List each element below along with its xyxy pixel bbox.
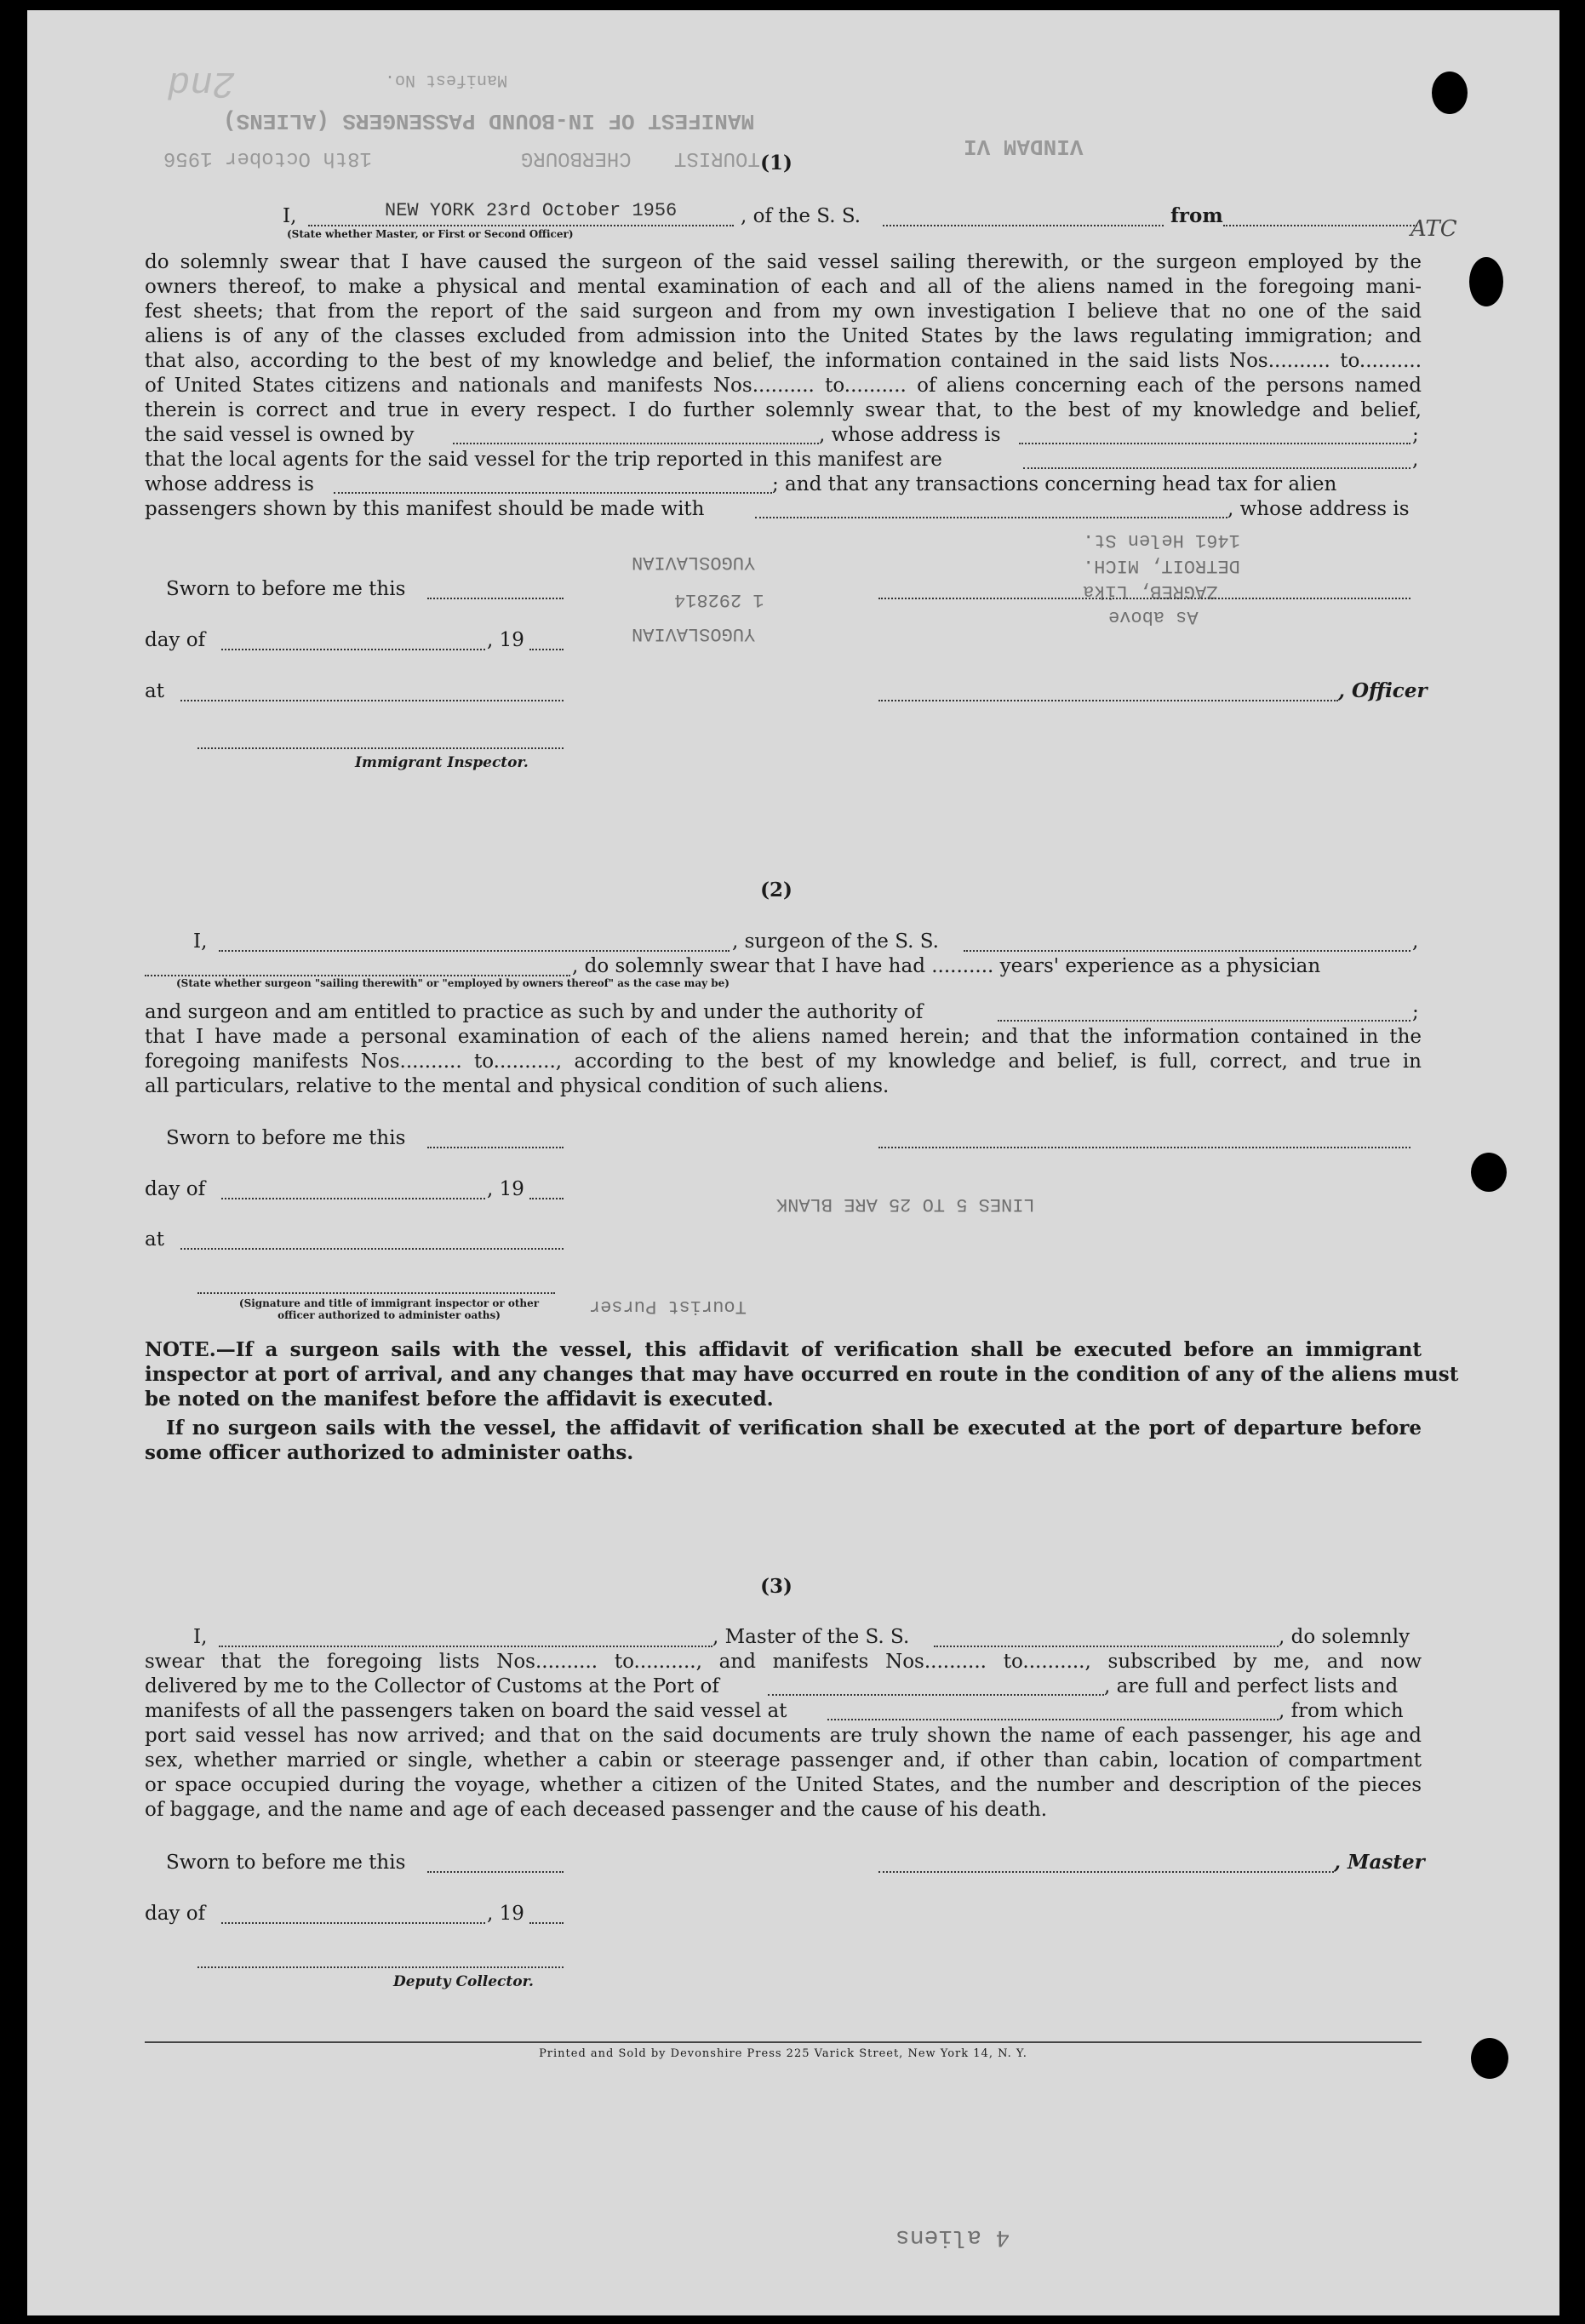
s3-from-which-label: , from which <box>1279 1700 1404 1722</box>
s3-master-label: , Master <box>1334 1851 1425 1874</box>
note-line-5: some officer authorized to administer oaths. <box>145 1441 634 1464</box>
s1-inspector-caption: Immigrant Inspector. <box>355 754 529 771</box>
ghost-address-1: 1461 Helen St. <box>1083 529 1240 551</box>
s1-head-tax-label: ; and that any transactions concerning head tax for alien <box>772 473 1337 495</box>
s1-sworn-blank <box>427 598 564 599</box>
ghost-address-3: ZAGREB, Lika <box>1083 581 1218 602</box>
s2-at-label: at <box>145 1228 164 1251</box>
ghost-port: CHERBOURG <box>521 146 632 169</box>
s3-deputy-caption: Deputy Collector. <box>393 1973 534 1990</box>
s1-comma-1: , <box>1412 449 1419 471</box>
s2-para-line-6: all particulars, relative to the mental and physical condition of such aliens. <box>145 1075 890 1097</box>
s2-semicolon: ; <box>1412 1001 1419 1023</box>
s2-day-of-label: day of <box>145 1178 206 1200</box>
s1-passengers-label: passengers shown by this manifest should be made with <box>145 498 705 520</box>
s1-i-label: I, <box>283 205 297 227</box>
s2-surgeon-sig-blank <box>878 1147 1410 1148</box>
section-3-number: (3) <box>760 1575 792 1598</box>
s1-from-blank <box>1223 225 1417 226</box>
s2-para-line-4: that I have made a personal examination of each of the aliens named herein; and that the information contained in the <box>145 1026 1422 1048</box>
s2-capacity-blank <box>145 975 570 976</box>
ghost-manifest-no: Manifest No. <box>385 70 508 89</box>
ghost-aliens-count: 4 aliens <box>895 2224 1010 2250</box>
s2-surgeon-name-blank <box>219 950 730 952</box>
s1-para-line-5: that also, according to the best of my knowledge and belief, the information contained in the said lists Nos.......... to.......... <box>145 350 1422 372</box>
s3-taken-on-board-label: manifests of all the passengers taken on board the said vessel at <box>145 1700 787 1722</box>
s3-para-line-7: or space occupied during the voyage, whether a citizen of the United States, and the number and description of the pieces <box>145 1774 1422 1796</box>
s3-i-label: I, <box>193 1626 208 1648</box>
document-page <box>27 10 1559 2315</box>
s1-from-label: from <box>1170 204 1223 227</box>
punch-hole-middle <box>1471 1153 1507 1192</box>
s2-ship-blank <box>964 950 1410 952</box>
s1-para-line-4: aliens is of any of the classes excluded from admission into the United States by the laws regulating immigration; and <box>145 325 1422 347</box>
ghost-nationality-1: YUGOSLAVIAN <box>632 552 756 573</box>
ghost-nationality-2: YUGOSLAVIAN <box>632 623 756 644</box>
s3-day-of-label: day of <box>145 1903 206 1925</box>
s1-stamp-newyork: NEW YORK 23rd October 1956 <box>385 200 678 221</box>
s3-para-line-6: sex, whether married or single, whether a cabin or steerage passenger and, if other than cabin, location of compartment <box>145 1749 1422 1772</box>
s1-officer-label: , Officer <box>1338 679 1428 702</box>
s1-agent-address-blank <box>334 492 772 494</box>
s1-at-label: at <box>145 680 164 702</box>
s3-para-line-2: swear that the foregoing lists Nos.......... to.........., and manifests Nos.......... to.........., subscribed by me, and now <box>145 1651 1422 1673</box>
s3-day-blank <box>221 1922 485 1924</box>
s3-para-line-5: port said vessel has now arrived; and that on the said documents are truly shown the name of each passenger, his age and <box>145 1725 1422 1747</box>
printer-credit: Printed and Sold by Devonshire Press 225 Varick Street, New York 14, N. Y. <box>539 2047 1027 2060</box>
s1-year-blank <box>529 649 564 650</box>
footer-rule <box>145 2041 1422 2043</box>
s1-agents-blank <box>1023 467 1410 469</box>
s3-deputy-sig-blank <box>197 1966 564 1968</box>
s2-authority-label: and surgeon and am entitled to practice as such by and under the authority of <box>145 1001 924 1023</box>
s2-swear-label: , do solemnly swear that I have had .......... years' experience as a physician <box>572 955 1321 977</box>
s2-sig-caption: (Signature and title of immigrant inspector or other officer authorized to administer oaths) <box>238 1297 540 1321</box>
s3-year-blank <box>529 1922 564 1924</box>
ghost-address-2: DETROIT, MICH. <box>1083 555 1240 576</box>
s1-para-line-3: fest sheets; that from the report of the said surgeon and from my own investigation I believe that no one of the said <box>145 301 1422 323</box>
ghost-address-4: As above <box>1108 606 1199 627</box>
s1-agent-address-label: whose address is <box>145 473 314 495</box>
ghost-class: TOURIST <box>674 146 760 169</box>
s1-officer-caption: (State whether Master, or First or Second Officer) <box>287 228 574 240</box>
s1-at-blank <box>180 700 564 701</box>
note-line-2: inspector at port of arrival, and any changes that may have occurred en route in the condition of any of the aliens must <box>145 1363 1459 1386</box>
s1-whose-address-label: , whose address is <box>819 424 1001 446</box>
s1-officer-rank-blank <box>308 225 734 226</box>
s1-para-line-6: of United States citizens and nationals and manifests Nos.......... to.......... of aliens concerning each of the persons named <box>145 375 1422 397</box>
s3-para-line-8: of baggage, and the name and age of each deceased passenger and the cause of his death. <box>145 1799 1048 1821</box>
note-line-3: be noted on the manifest before the affidavit is executed. <box>145 1388 774 1411</box>
s1-year-label: , 19 <box>487 629 524 651</box>
note-line-4: If no surgeon sails with the vessel, the affidavit of verification shall be executed at the port of departure before <box>166 1417 1422 1440</box>
s1-ship-blank <box>883 225 1164 226</box>
s1-owned-by-label: the said vessel is owned by <box>145 424 415 446</box>
s1-owner-blank <box>453 443 819 444</box>
ghost-tourist-purser: Tourist Purser <box>589 1296 747 1317</box>
s1-day-of-label: day of <box>145 629 206 651</box>
s1-day-blank <box>221 649 485 650</box>
s3-full-perfect-label: , are full and perfect lists and <box>1104 1675 1399 1697</box>
section-1-number: (1) <box>760 152 792 175</box>
s2-authority-blank <box>998 1020 1410 1022</box>
s1-head-tax-blank <box>755 517 1227 518</box>
s2-at-blank <box>180 1248 564 1250</box>
s3-master-of-label: , Master of the S. S. <box>712 1626 910 1648</box>
s1-semicolon-1: ; <box>1412 424 1419 446</box>
s1-whose-address-2-label: , whose address is <box>1227 498 1410 520</box>
s1-of-ss-label: , of the S. S. <box>741 205 861 227</box>
s2-inspector-sig-blank <box>197 1292 555 1294</box>
section-2-number: (2) <box>760 879 792 902</box>
s3-port-label: delivered by me to the Collector of Customs at the Port of <box>145 1675 719 1697</box>
s1-inspector-blank <box>197 747 564 749</box>
s3-sworn-blank <box>427 1871 564 1873</box>
ghost-date: 18th October 1956 <box>163 146 372 169</box>
ghost-lines-blank: LINES 5 TO 25 ARE BLANK <box>776 1193 1035 1215</box>
margin-mark: ATC <box>1410 216 1457 242</box>
s1-sworn-label: Sworn to before me this <box>166 578 406 600</box>
ghost-title: MANIFEST OF IN-BOUND PASSENGERS (ALIENS) <box>223 108 755 134</box>
s1-agents-label: that the local agents for the said vessel for the trip reported in this manifest are <box>145 449 942 471</box>
punch-hole-upper <box>1469 257 1503 306</box>
s1-officer-blank <box>878 700 1338 701</box>
s1-para-line-7: therein is correct and true in every respect. I do further solemnly swear that, to the best of my knowledge and belief, <box>145 399 1422 421</box>
s3-port-blank <box>768 1694 1104 1696</box>
s3-solemnly-label: , do solemnly <box>1279 1626 1410 1648</box>
s1-officer-sig-blank <box>878 598 1410 599</box>
ghost-ship: VINDAM VI <box>964 134 1084 159</box>
punch-hole-lower <box>1471 2038 1508 2079</box>
s2-day-blank <box>221 1198 485 1199</box>
s2-surgeon-of-label: , surgeon of the S. S. <box>732 930 939 953</box>
punch-hole-top <box>1432 72 1468 114</box>
s3-master-sig-blank <box>878 1871 1334 1873</box>
s2-para-line-5: foregoing manifests Nos.......... to.........., according to the best of my knowledge and belief, is full, correct, and true in <box>145 1050 1422 1073</box>
s2-comma: , <box>1412 930 1419 953</box>
s2-year-label: , 19 <box>487 1178 524 1200</box>
s3-year-label: , 19 <box>487 1903 524 1925</box>
s1-para-line-1: do solemnly swear that I have caused the surgeon of the said vessel sailing therewith, or the surgeon employed by the <box>145 251 1422 273</box>
s2-sworn-blank <box>427 1147 564 1148</box>
s3-sworn-label: Sworn to before me this <box>166 1852 406 1874</box>
ghost-number: 1 292814 <box>674 589 764 610</box>
s2-year-blank <box>529 1198 564 1199</box>
s3-master-name-blank <box>219 1646 712 1647</box>
s3-ship-blank <box>934 1646 1279 1647</box>
s2-sworn-label: Sworn to before me this <box>166 1127 406 1149</box>
note-line-1: NOTE.—If a surgeon sails with the vessel, this affidavit of verification shall be executed before an immigrant <box>145 1338 1422 1361</box>
s2-i-label: I, <box>193 930 208 953</box>
s1-para-line-2: owners thereof, to make a physical and mental examination of each and all of the aliens named in the foregoing mani- <box>145 276 1422 298</box>
s3-departure-port-blank <box>827 1719 1279 1720</box>
ghost-handwritten: 2nd <box>168 61 236 104</box>
s1-owner-address-blank <box>1019 443 1410 444</box>
s2-capacity-caption: (State whether surgeon "sailing therewith" or "employed by owners thereof" as the case may be) <box>176 977 730 989</box>
